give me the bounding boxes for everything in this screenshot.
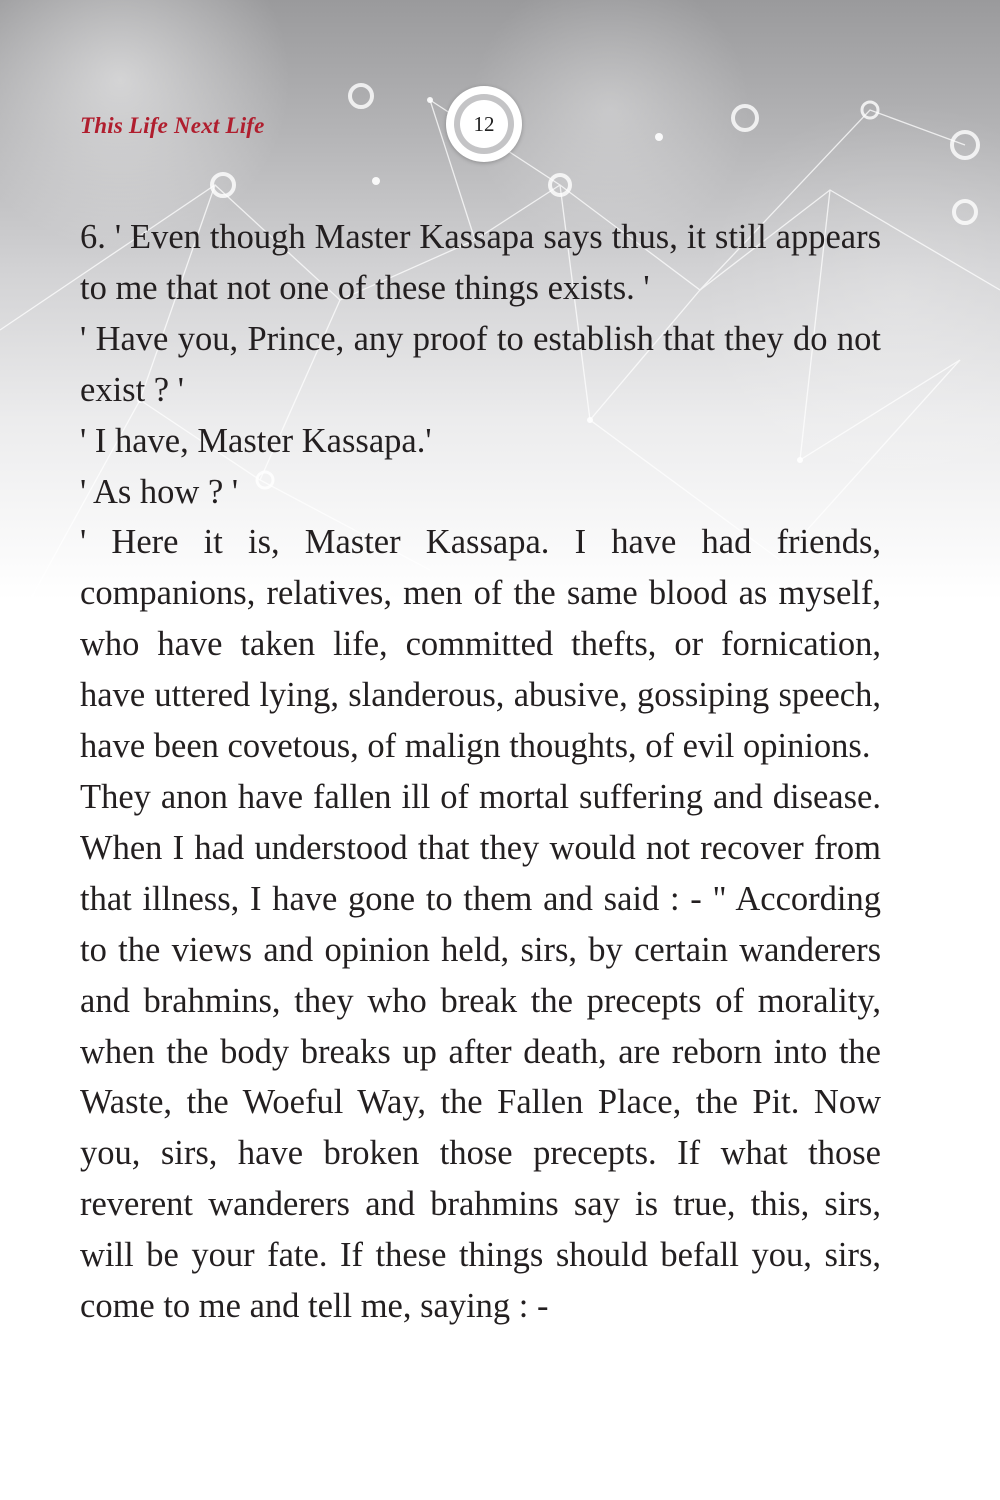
paragraph: 6. ' Even though Master Kassapa says thus, it still appears to me that not one of these things exists. '	[80, 218, 881, 307]
paragraph: ' Have you, Prince, any proof to establish that they do not exist ? '	[80, 319, 881, 409]
paragraph: ' Here it is, Master Kassapa. I have had friends, companions, relatives, men of the same blood as myself, who have taken life, committed thefts, or fornication, have uttered lying, slanderous, abusive, gossiping speech, have been covetous, of malign thoughts, of evil opinions.	[80, 523, 881, 766]
paragraph: They anon have fallen ill of mortal suffering and disease. When I had understood that they would not recover from that illness, I have gone to them and said : - " According to the views and opinion held, sirs, by certain wanderers and brahmins, they who break the precepts of morality, when the body breaks up after death, are reborn into the Waste, the Woeful Way, the Fallen Place, the Pit. Now you, sirs, have broken those precepts. If what those reverent wanderers and brahmins say is true, this, sirs, will be your fate. If these things should befall you, sirs, come to me and tell me, saying : -	[80, 777, 881, 1326]
page-number: 12	[460, 100, 508, 148]
body-text	[80, 212, 881, 1332]
paragraph: ' I have, Master Kassapa.'	[80, 421, 432, 460]
book-title: This Life Next Life	[80, 113, 265, 138]
paragraph: ' As how ? '	[80, 472, 239, 511]
page-number-badge	[446, 86, 522, 162]
